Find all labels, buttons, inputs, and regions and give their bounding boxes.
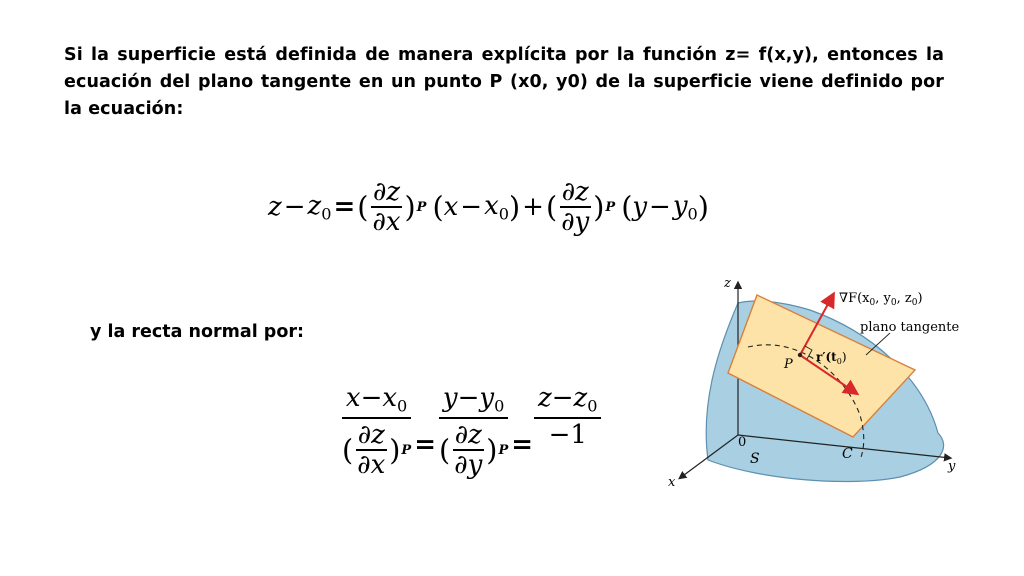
x-axis-label: x xyxy=(668,475,676,490)
tangent-plane-equation: z − $z_0$ = ( $\frac{\partial z}{\partial x}$ ) P ( x − $x_0$ ) + ( $\frac{\partial z}{\partial y}$ ) P ( y − $y_0$ ) xyxy=(268,177,709,237)
point-p-label: P xyxy=(784,357,793,372)
normal-fraction-y: $y-y_0$ ( $\frac{\partial z}{\partial y}$ ) P xyxy=(439,383,509,481)
z-axis-label: z xyxy=(724,276,731,291)
partial-z-y-fraction: $\frac{\partial z}{\partial y}$ xyxy=(561,177,590,237)
curve-label: C xyxy=(842,446,853,462)
tangent-plane-diagram xyxy=(660,265,970,499)
origin-label: 0 xyxy=(738,435,747,450)
plane-label: plano tangente xyxy=(860,320,960,335)
eq1-x0: $x_0$ xyxy=(484,190,509,224)
eq1-z0: $z_0$ xyxy=(307,190,332,224)
eq1-plus: + xyxy=(522,192,544,222)
y-axis-label: y xyxy=(948,459,956,474)
eq1-equals: = xyxy=(333,192,356,222)
eq1-minus: − xyxy=(283,192,306,222)
eq1-y0: $y_0$ xyxy=(672,190,698,224)
intro-paragraph: Si la superficie está definida de manera explícita por la función z= f(x,y), entonces la ecuación del plano tangente en un punto P (x0, y0) de la superficie viene definido por la ecuación: xyxy=(64,45,944,119)
gradient-label: $\nabla F(x_0$, $y_0$, $z_0$) xyxy=(839,291,923,308)
normal-line-equation xyxy=(340,383,601,481)
normal-fraction-x: $x-x_0$ ( $\frac{\partial z}{\partial x}$ ) P xyxy=(342,383,412,481)
eq1-p-sub-2: P xyxy=(605,199,616,215)
eq2-equals-2: = xyxy=(511,430,534,461)
point-p xyxy=(798,353,802,357)
partial-z-x-fraction: $\frac{\partial z}{\partial x}$ xyxy=(372,177,401,237)
eq2-equals-1: = xyxy=(414,430,436,461)
eq1-z: z xyxy=(268,192,282,222)
normal-line-label: y la recta normal por: xyxy=(90,322,304,342)
eq1-y: y xyxy=(632,192,648,222)
eq1-x: x xyxy=(443,192,459,222)
tangent-vector-label: $r'(t_0)$ xyxy=(816,350,847,366)
surface-label: S xyxy=(750,451,760,467)
normal-fraction-z: $\frac{z-z_0}{-1}$ xyxy=(534,384,601,448)
diagram-svg xyxy=(660,265,970,495)
eq1-p-sub-1: P xyxy=(416,199,427,215)
